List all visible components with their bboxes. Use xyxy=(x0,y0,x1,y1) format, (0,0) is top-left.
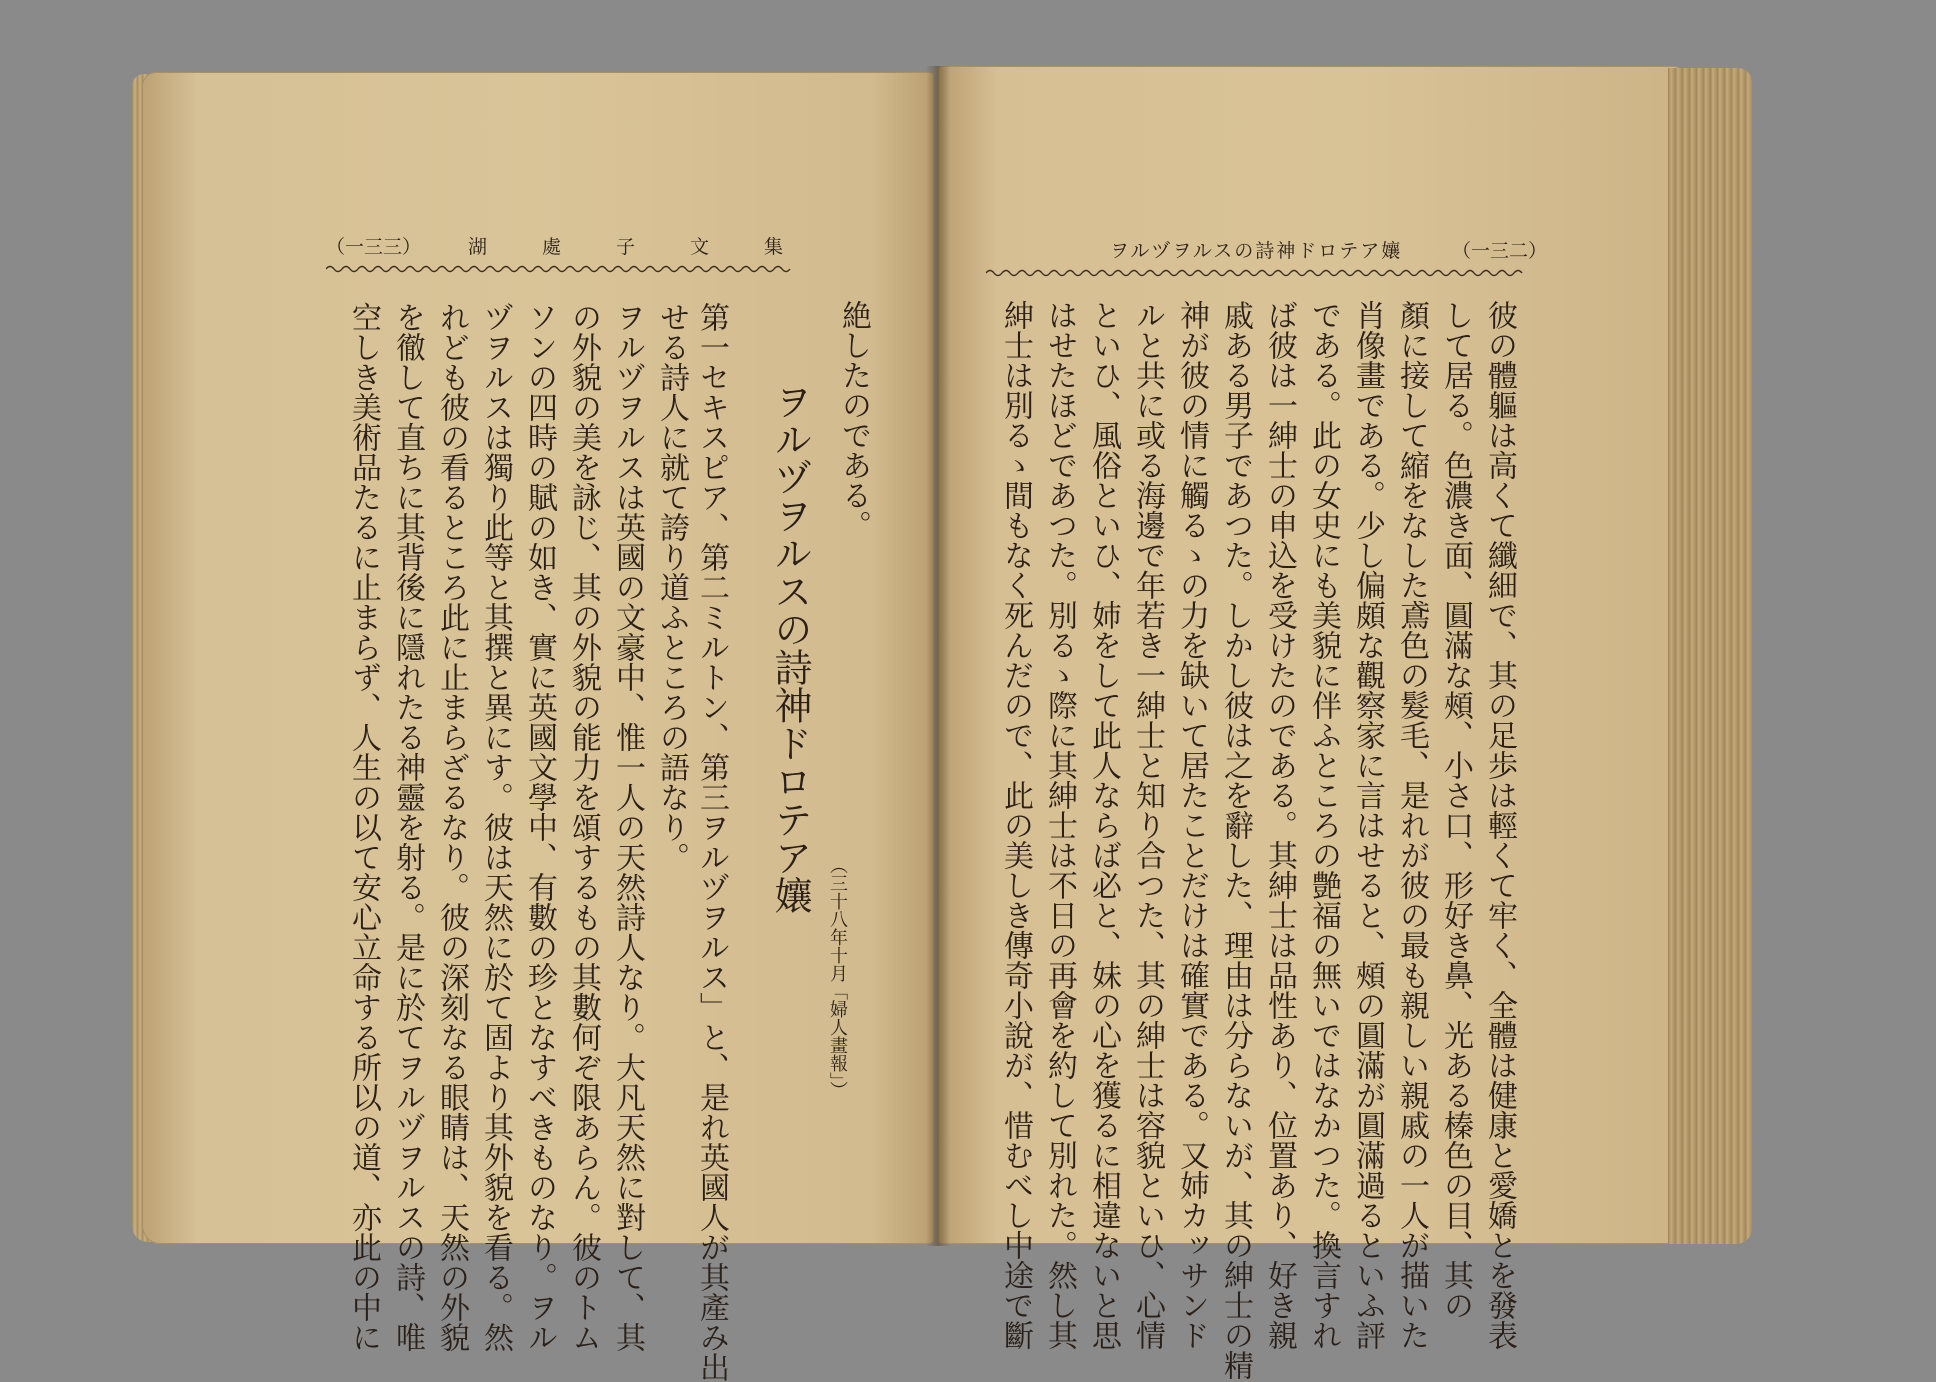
left-line-7: ソンの四時の賦の如き、實に英國文學中、有數の珍となすべきものなり。ヲル xyxy=(522,302,557,1352)
left-running-title: 湖 處 子 文 集 xyxy=(468,236,802,258)
book-gutter xyxy=(926,66,950,1246)
right-line-10: といひ、風俗といひ、姉をして此人ならば必と、妹の心を獲るに相違ないと思 xyxy=(1086,300,1121,1350)
right-line-5: である。此の女史にも美貌に伴ふところの艶福の無いではなかつた。換言すれ xyxy=(1306,300,1341,1350)
left-header-rule xyxy=(326,262,796,276)
right-page-edges xyxy=(1668,68,1752,1244)
left-line-3: 第一セキスピア、第二ミルトン、第三ヲルヅヲルス」と、是れ英國人が其產み出 xyxy=(694,302,729,1382)
right-line-1: 彼の體軀は高くて纖細で、其の足歩は輕くて牢く、全體は健康と愛嬌とを發表 xyxy=(1482,300,1517,1350)
right-line-8: 神が彼の情に觸るゝの力を缺いて居たことだけは確實である。又姉カッサンド xyxy=(1174,300,1209,1350)
left-source-note: （三十八年十月「婦人畫報」） xyxy=(827,856,848,1099)
right-header-rule xyxy=(986,266,1526,280)
right-line-2: して居る。色濃き面、圓滿な頰、小さ口、形好き鼻、光ある榛色の目、其の xyxy=(1438,300,1473,1320)
right-line-9: ルと共に或る海邊で年若き一紳士と知り合つた、其の紳士は容貌といひ、心情 xyxy=(1130,300,1165,1350)
left-line-9: れども彼の看るところ此に止まらざるなり。彼の深刻なる眼睛は、天然の外貌 xyxy=(434,302,469,1352)
right-line-6: ば彼は一紳士の申込を受けたのである。其紳士は品性あり、位置あり、好き親 xyxy=(1262,300,1297,1350)
left-line-10: を徹して直ちに其背後に隱れたる神靈を射る。是に於てヲルヅヲルスの詩、唯 xyxy=(390,302,425,1352)
left-page-number: （一三三） xyxy=(326,236,422,258)
left-line-4: せる詩人に就て誇り道ふところの語なり。 xyxy=(654,302,689,872)
left-line-11: 空しき美術品たるに止まらず、人生の以て安心立命する所以の道、亦此の中に xyxy=(346,302,381,1352)
right-line-11: はせたほどであつた。別るゝ際に其紳士は不日の再會を約して別れた。然し其 xyxy=(1042,300,1077,1350)
left-article-title: ヲルヅヲルスの詩神ドロテア孃 xyxy=(768,382,812,914)
left-line-5: ヲルヅヲルスは英國の文豪中、惟一人の天然詩人なり。大凡天然に對して、其 xyxy=(610,302,645,1352)
left-line-6: の外貌の美を詠じ、其の外貌の能力を頌するもの其數何ぞ限あらん。彼のトム xyxy=(566,302,601,1352)
right-line-12: 紳士は別るゝ間もなく死んだので、此の美しき傳奇小說が、惜むべし中途で斷 xyxy=(998,300,1033,1350)
right-line-4: 肖像畫である。少し偏頗な觀察家に言はせると、頰の圓滿が圓滿過るといふ評 xyxy=(1350,300,1385,1350)
right-page-number: （一三二） xyxy=(1452,240,1548,262)
left-line-8: ヅヲルスは獨り此等と其撰と異にす。彼は天然に於て固より其外貌を看る。然 xyxy=(478,302,513,1352)
right-line-3: 顏に接して縮をなした鳶色の髮毛、是れが彼の最も親しい親戚の一人が描いた xyxy=(1394,300,1429,1350)
right-line-7: 戚ある男子であつた。しかし彼は之を辭した、理由は分らないが、其の紳士の精 xyxy=(1218,300,1253,1380)
right-running-title: ヲルヅヲルスの詩神ドロテア孃 xyxy=(1110,240,1403,262)
left-line-1: 絶したのである。 xyxy=(836,300,871,540)
